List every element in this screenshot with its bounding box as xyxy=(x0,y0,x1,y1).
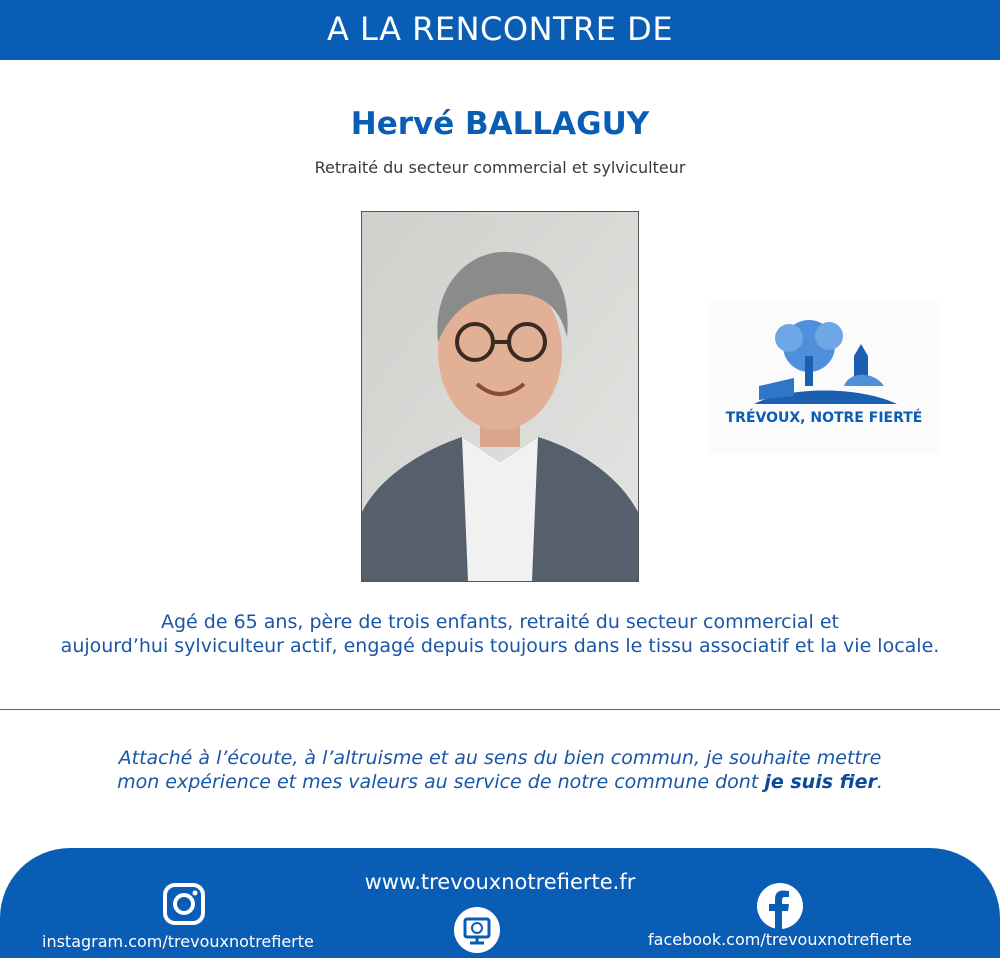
portrait-photo xyxy=(361,211,639,582)
instagram-link[interactable]: instagram.com/trevouxnotrefierte xyxy=(42,932,314,951)
quote-line xyxy=(60,770,940,794)
divider xyxy=(0,709,1000,710)
quote-line-start: mon expérience et mes valeurs au service de notre commune dont xyxy=(117,771,765,793)
bio-line: aujourd’hui sylviculteur actif, engagé depuis toujours dans le tissu associatif et la vie locale. xyxy=(60,635,940,657)
header-banner: A LA RENCONTRE DE xyxy=(0,0,1000,60)
quote-line-end: . xyxy=(876,771,883,793)
bio-line: Agé de 65 ans, père de trois enfants, retraité du secteur commercial et xyxy=(161,611,839,633)
quote-line: Attaché à l’écoute, à l’altruisme et au sens du bien commun, je souhaite mettre xyxy=(118,747,882,769)
profile-subtitle: Retraité du secteur commercial et sylviculteur xyxy=(314,158,686,177)
website-link[interactable]: www.trevouxnotrefierte.fr xyxy=(364,870,636,894)
instagram-icon[interactable] xyxy=(162,882,206,926)
website-icon[interactable] xyxy=(453,906,501,954)
bio-text xyxy=(30,610,970,658)
facebook-icon[interactable] xyxy=(757,883,803,929)
quote-emphasis: je suis fier xyxy=(764,771,877,793)
facebook-link[interactable]: facebook.com/trevouxnotrefierte xyxy=(648,930,912,949)
logo-text: TRÉVOUX, NOTRE FIERTÉ xyxy=(725,410,923,426)
quote-text xyxy=(60,746,940,794)
profile-name: Hervé BALLAGUY xyxy=(350,106,650,142)
campaign-logo xyxy=(709,302,939,454)
tree-castle-icon xyxy=(749,316,899,406)
